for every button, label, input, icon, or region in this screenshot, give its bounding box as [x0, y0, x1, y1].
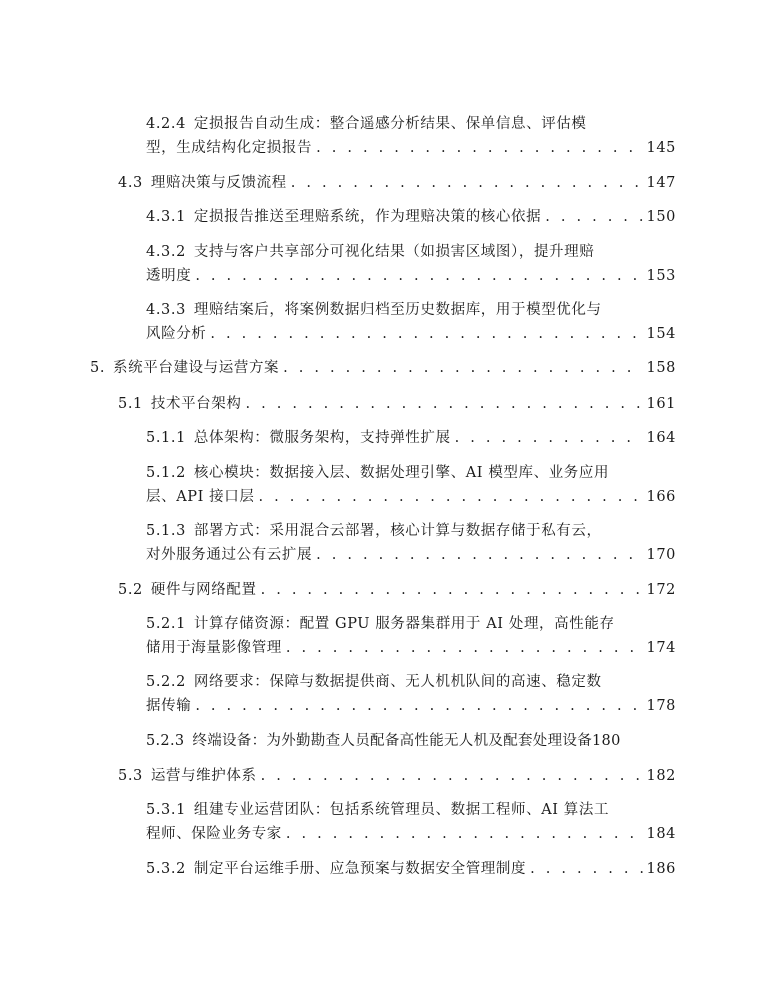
- toc-entry-title: 部署方式：采用混合云部署，核心计算与数据存储于私有云，: [193, 523, 602, 539]
- toc-entry-5-2-2[interactable]: [146, 672, 676, 718]
- toc-entry-4-2-4[interactable]: [146, 114, 676, 160]
- toc-entry-page: 172: [646, 582, 676, 598]
- toc-entry-page: 150: [646, 209, 676, 225]
- toc-entry-title-continued: 层、API 接口层: [146, 489, 255, 505]
- toc-entry-page: 164: [646, 430, 676, 446]
- toc-entry-title-continued: 对外服务通过公有云扩展: [146, 547, 313, 563]
- toc-entry-line: [146, 487, 676, 507]
- toc-entry-number: 5.: [90, 360, 106, 376]
- toc-entry-5-2[interactable]: [118, 580, 676, 600]
- toc-entry-title: 核心模块：数据接入层、数据处理引擎、AI 模型库、业务应用: [193, 465, 610, 481]
- toc-entry-title-continued: 储用于海量影像管理: [146, 640, 282, 656]
- toc-entry-page: 184: [646, 826, 676, 842]
- toc-entry-5-3[interactable]: [118, 766, 676, 786]
- toc-entry-title: 计算存储资源：配置 GPU 服务器集群用于 AI 处理，高性能存: [193, 616, 615, 632]
- toc-entry-line: [146, 138, 676, 158]
- toc-entry-5[interactable]: [90, 358, 676, 378]
- toc-entry-4-3-1[interactable]: [146, 207, 676, 227]
- toc-entry-line: [146, 800, 609, 820]
- toc-entry-number: 4.3.3: [146, 302, 186, 318]
- toc-entry-title: 制定平台运维手册、应急预案与数据安全管理制度: [193, 861, 527, 877]
- dot-leader: [455, 428, 643, 448]
- toc-entry-page: 186: [646, 861, 676, 877]
- toc-entry-5-2-1[interactable]: [146, 614, 676, 660]
- toc-entry-5-1-2[interactable]: [146, 463, 676, 509]
- dot-leader: [195, 266, 642, 286]
- toc-entry-5-3-2[interactable]: [146, 859, 676, 879]
- toc-entry-number: 4.3: [118, 175, 143, 191]
- toc-entry-5-1-3[interactable]: [146, 521, 676, 567]
- toc-entry-line: [146, 824, 676, 844]
- toc-entry-number: 5.3: [118, 768, 143, 784]
- toc-entry-title-continued: 程师、保险业务专家: [146, 826, 282, 842]
- dot-leader: [286, 638, 643, 658]
- toc-entry-number: 5.1.2: [146, 465, 186, 481]
- toc-entry-page: 161: [646, 396, 676, 412]
- toc-entry-line: [146, 324, 676, 344]
- toc-entry-number: 4.3.1: [146, 209, 186, 225]
- toc-entry-line: [146, 672, 602, 692]
- toc-entry-number: 5.1: [118, 396, 143, 412]
- toc-entry-line: [146, 638, 676, 658]
- toc-entry-title-continued: 风险分析: [146, 326, 207, 342]
- toc-entry-4-3-2[interactable]: [146, 242, 676, 288]
- toc-entry-line: [146, 614, 615, 634]
- toc-entry-number: 5.3.2: [146, 861, 186, 877]
- toc-entry-page: 158: [646, 360, 676, 376]
- dot-leader: [258, 487, 642, 507]
- toc-entry-line: [146, 696, 676, 716]
- toc-entry-line: [146, 463, 609, 483]
- toc-entry-title: 运营与维护体系: [150, 768, 257, 784]
- toc-entry-5-2-3[interactable]: [146, 731, 694, 751]
- toc-entry-page: 166: [646, 489, 676, 505]
- toc-entry-title: 支持与客户共享部分可视化结果（如损害区域图），提升理赔: [193, 244, 595, 260]
- toc-entry-title: 定损报告自动生成：整合遥感分析结果、保单信息、评估模: [193, 116, 587, 132]
- toc-entry-5-1[interactable]: [118, 394, 676, 414]
- toc-entry-title: 组建专业运营团队：包括系统管理员、数据工程师、AI 算法工: [193, 802, 610, 818]
- toc-entry-number: 5.2.1: [146, 616, 186, 632]
- toc-entry-5-3-1[interactable]: [146, 800, 676, 846]
- toc-entry-title: 网络要求：保障与数据提供商、无人机机队间的高速、稳定数: [193, 674, 602, 690]
- dot-leader: [291, 173, 643, 193]
- dot-leader: [195, 696, 642, 716]
- toc-entry-line: [146, 266, 676, 286]
- dot-leader: [286, 824, 643, 844]
- toc-entry-line: [146, 242, 594, 262]
- toc-entry-page: 153: [646, 268, 676, 284]
- toc-entry-number: 4.2.4: [146, 116, 186, 132]
- toc-entry-number: 5.1.1: [146, 430, 186, 446]
- toc-entry-number: 5.2.3: [146, 733, 185, 749]
- toc-entry-line: [146, 521, 602, 541]
- toc-entry-number: 4.3.2: [146, 244, 186, 260]
- toc-entry-page: 182: [646, 768, 676, 784]
- toc-entry-line: [146, 545, 676, 565]
- dot-leader: [261, 766, 643, 786]
- toc-entry-title: 定损报告推送至理赔系统，作为理赔决策的核心依据: [193, 209, 542, 225]
- toc-entry-number: 5.1.3: [146, 523, 186, 539]
- dot-leader: [545, 207, 642, 227]
- toc-entry-title: 系统平台建设与运营方案: [113, 360, 280, 376]
- toc-entry-page: 180: [592, 733, 621, 749]
- toc-entry-title: 总体架构：微服务架构，支持弹性扩展: [193, 430, 451, 446]
- toc-entry-line: [146, 300, 602, 320]
- toc-entry-title: 硬件与网络配置: [150, 582, 257, 598]
- toc-entry-title-continued: 据传输: [146, 698, 192, 714]
- toc-entry-page: 170: [646, 547, 676, 563]
- toc-entry-title: 终端设备：为外勤勘查人员配备高性能无人机及配套处理设备: [192, 733, 593, 749]
- dot-leader: [283, 358, 642, 378]
- toc-entry-title: 技术平台架构: [150, 396, 242, 412]
- toc-entry-title: 理赔结案后，将案例数据归档至历史数据库，用于模型优化与: [193, 302, 602, 318]
- toc-entry-5-1-1[interactable]: [146, 428, 676, 448]
- toc-entry-page: 174: [646, 640, 676, 656]
- toc-entry-number: 5.3.1: [146, 802, 186, 818]
- dot-leader: [530, 859, 642, 879]
- toc-entry-page: 154: [646, 326, 676, 342]
- toc-entry-number: 5.2.2: [146, 674, 186, 690]
- dot-leader: [245, 394, 642, 414]
- toc-entry-4-3[interactable]: [118, 173, 676, 193]
- toc-entry-page: 145: [646, 140, 676, 156]
- toc-entry-title: 理赔决策与反馈流程: [150, 175, 287, 191]
- toc-entry-number: 5.2: [118, 582, 143, 598]
- dot-leader: [210, 324, 642, 344]
- toc-entry-line: [146, 114, 587, 134]
- toc-entry-page: 178: [646, 698, 676, 714]
- toc-entry-4-3-3[interactable]: [146, 300, 676, 346]
- dot-leader: [261, 580, 643, 600]
- toc-entry-title-continued: 型，生成结构化定损报告: [146, 140, 313, 156]
- toc-entry-page: 147: [646, 175, 676, 191]
- dot-leader: [316, 545, 642, 565]
- toc-entry-title-continued: 透明度: [146, 268, 192, 284]
- dot-leader: [316, 138, 642, 158]
